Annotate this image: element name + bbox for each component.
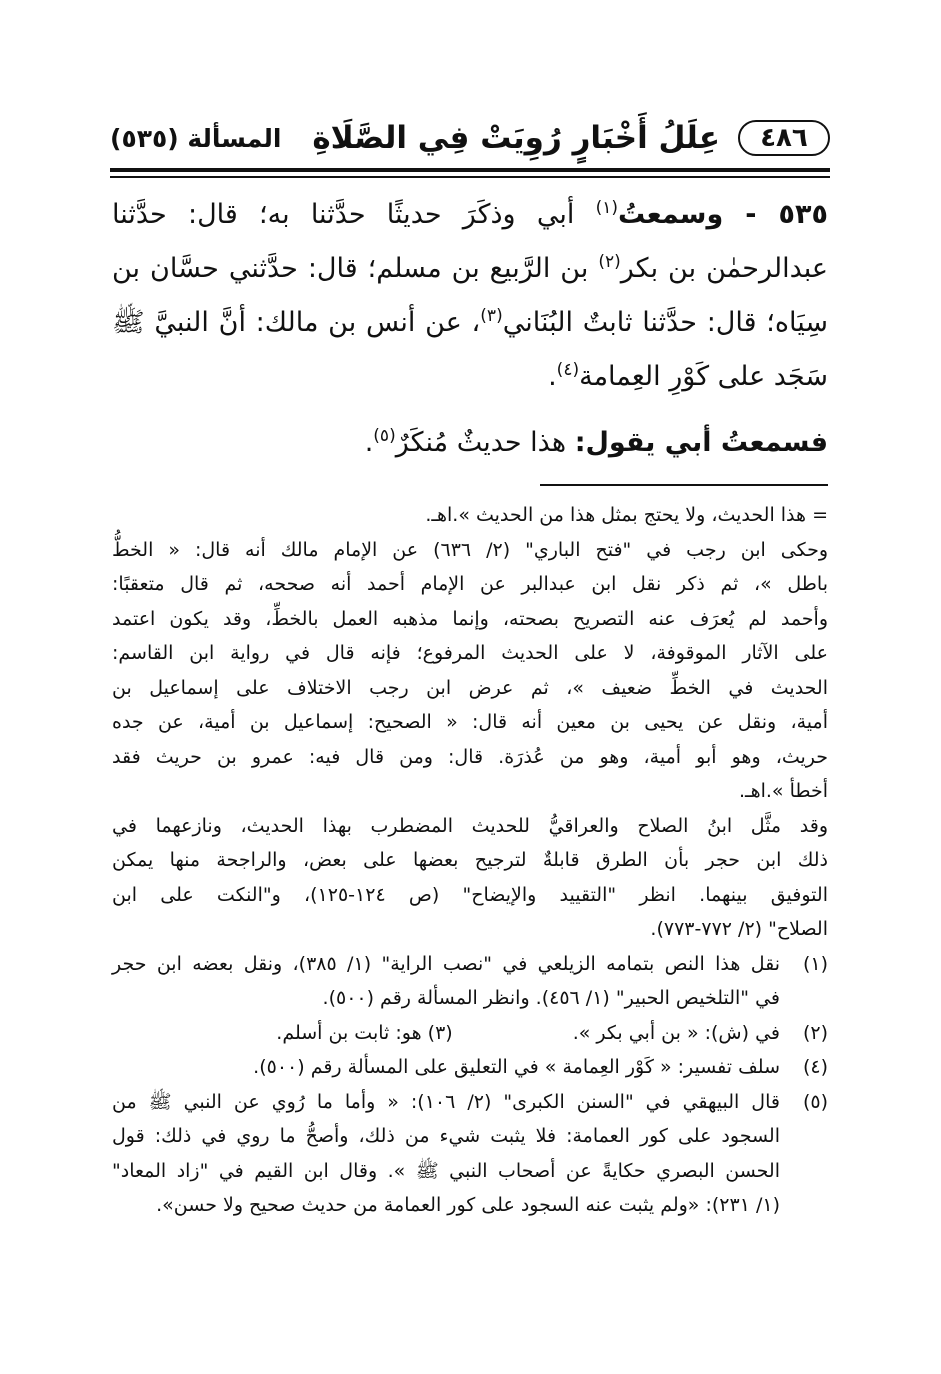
footnote-line: السجود على كور العمامة: فلا يثبت شيء من ذلك، وأصحُّ ما روي في ذلك: قول [112,1125,780,1147]
main-text [112,188,828,470]
page-number-badge: ٤٨٦ [738,120,830,156]
footnote-number: (٣) [427,1021,453,1044]
main-line: سَجَد على كَوْرِ العِمامة$^{(٤)}$. [548,360,828,392]
footnote-ref[interactable]: (٢) [598,252,621,272]
footnote-line: في (ش): « بن أبي بكر ».(٣) هو: ثابت بن أسلم. [276,1021,780,1044]
footnote-number: (٤) [802,1056,828,1078]
footnote-line: الحديث في الخطِّ ضعيف »، ثم عرض ابن رجب الاختلاف على إسماعيل بن [112,676,828,699]
footnote-number: (٢) [802,1021,828,1044]
footnote-divider [540,484,828,486]
main-line: ٥٣٥ - وسمعتُ$^{(١)}$ أبي وذكَرَ حديثًا حدَّثنا به؛ قال: حدَّثنا [112,198,828,230]
header-rule-thin [110,176,830,178]
footnote-1 [112,947,828,1016]
footnote-5 [112,1085,828,1223]
footnote-line: وقد مثَّل ابنُ الصلاح والعراقيُّ للحديث المضطرب بهذا الحديث، ونازعهما في [112,814,828,837]
running-header [110,118,830,162]
footnote-line: وأحمد لم يُعرَف عنه التصريح بصحته، وإنما مذهبه العمل بالخطِّ، وقد يكون اعتمد [112,607,828,630]
footnote-number: (١) [802,952,828,975]
footnote-line: على الآثار الموقوفة، لا على الحديث المرفوع؛ فإنه قال في رواية ابن القاسم: [112,642,828,664]
footnote-line: أخطأ ».اهـ. [738,780,828,802]
footnote-line: وحكى ابن رجب في "فتح الباري" (٢/ ٦٣٦) عن الإمام مالك أنه قال: « الخطُّ [112,538,828,561]
footnote-line: حريث، وهو أبو أمية، وهو من عُذرَة. قال: ومن قال فيه: عمرو بن حريث فقد [112,745,828,768]
footnote-ref[interactable]: (٤) [556,360,580,380]
footnote-line: الصلاح" (٢/ ٧٧٢-٧٧٣). [650,918,828,940]
footnote-ref[interactable]: (١) [595,198,618,218]
footnote-line: قال البيهقي في "السنن الكبرى" (٢/ ١٠٦): « وأما ما رُوي عن النبي ﷺ من [112,1090,780,1113]
issue-label: المسألة (٥٣٥) [110,124,282,153]
footnote-line: (١/ ٢٣١): «ولم يثبت عنه السجود على كور العمامة من حديث صحيح ولا حسن». [156,1194,780,1216]
footnote-line: في "التلخيص الحبير" (١/ ٤٥٦). وانظر المسألة رقم (٥٠٠). [322,987,780,1009]
main-line: عبدالرحمٰن بن بكر$^{(٢)}$ بن الرَّبيع بن مسلم؛ قال: حدَّثني حسَّان بن [112,252,828,284]
header-rule-thick [110,168,830,172]
footnote-line: باطل »، ثم ذكر نقل ابن عبدالبر عن الإمام أحمد أنه صححه، ثم قال متعقبًا: [112,573,828,595]
saying-line: فسمعتُ أبي يقول: هذا حديثٌ مُنكَرٌ$^{(٥)}$. [364,426,828,458]
footnote-2-3 [112,1016,828,1051]
footnote-line: ذلك ابن حجر بأن الطرق قابلةٌ لترجيح بعضها على بعض، والراجحة منها يمكن [112,849,828,871]
footnote-line: الحسن البصري حكايةً عن أصحاب النبي ﷺ ». وقال ابن القيم في "زاد المعاد" [112,1159,780,1182]
footnote-ref[interactable]: (٣) [480,306,503,326]
footnote-4 [112,1050,828,1085]
footnote-line: نقل هذا النص بتمامه الزيلعي في "نصب الراية" (١/ ٣٨٥)، ونقل بعضه ابن حجر [112,952,780,975]
footnote-line: التوفيق بينهما. انظر "التقييد والإيضاح" (ص ١٢٤-١٢٥)، و"النكت على ابن [112,883,828,906]
footnote-line: = هذا الحديث، ولا يحتج بمثل هذا من الحديث ».اهـ. [425,504,828,526]
main-line: سِيَاه؛ قال: حدَّثنا ثابتٌ البُنَاني$^{(٣)}$، عن أنس بن مالك: أنَّ النبيَّ ﷺ [112,306,829,338]
footnote-line: سلف تفسير: « كَوْر العِمامة » في التعليق على المسألة رقم (٥٠٠). [253,1056,780,1078]
footnote-ref[interactable]: (٥) [373,426,396,446]
book-title: عِلَلُ أَخْبَارٍ رُوِيَتْ فِي الصَّلَاةِ [312,120,720,156]
footnote-line: أمية، ونقل عن يحيى بن معين أنه قال: « الصحيح: إسماعيل بن أمية، عن جده [112,711,828,733]
footnote-number: (٥) [802,1090,828,1113]
footnotes [112,498,828,1223]
